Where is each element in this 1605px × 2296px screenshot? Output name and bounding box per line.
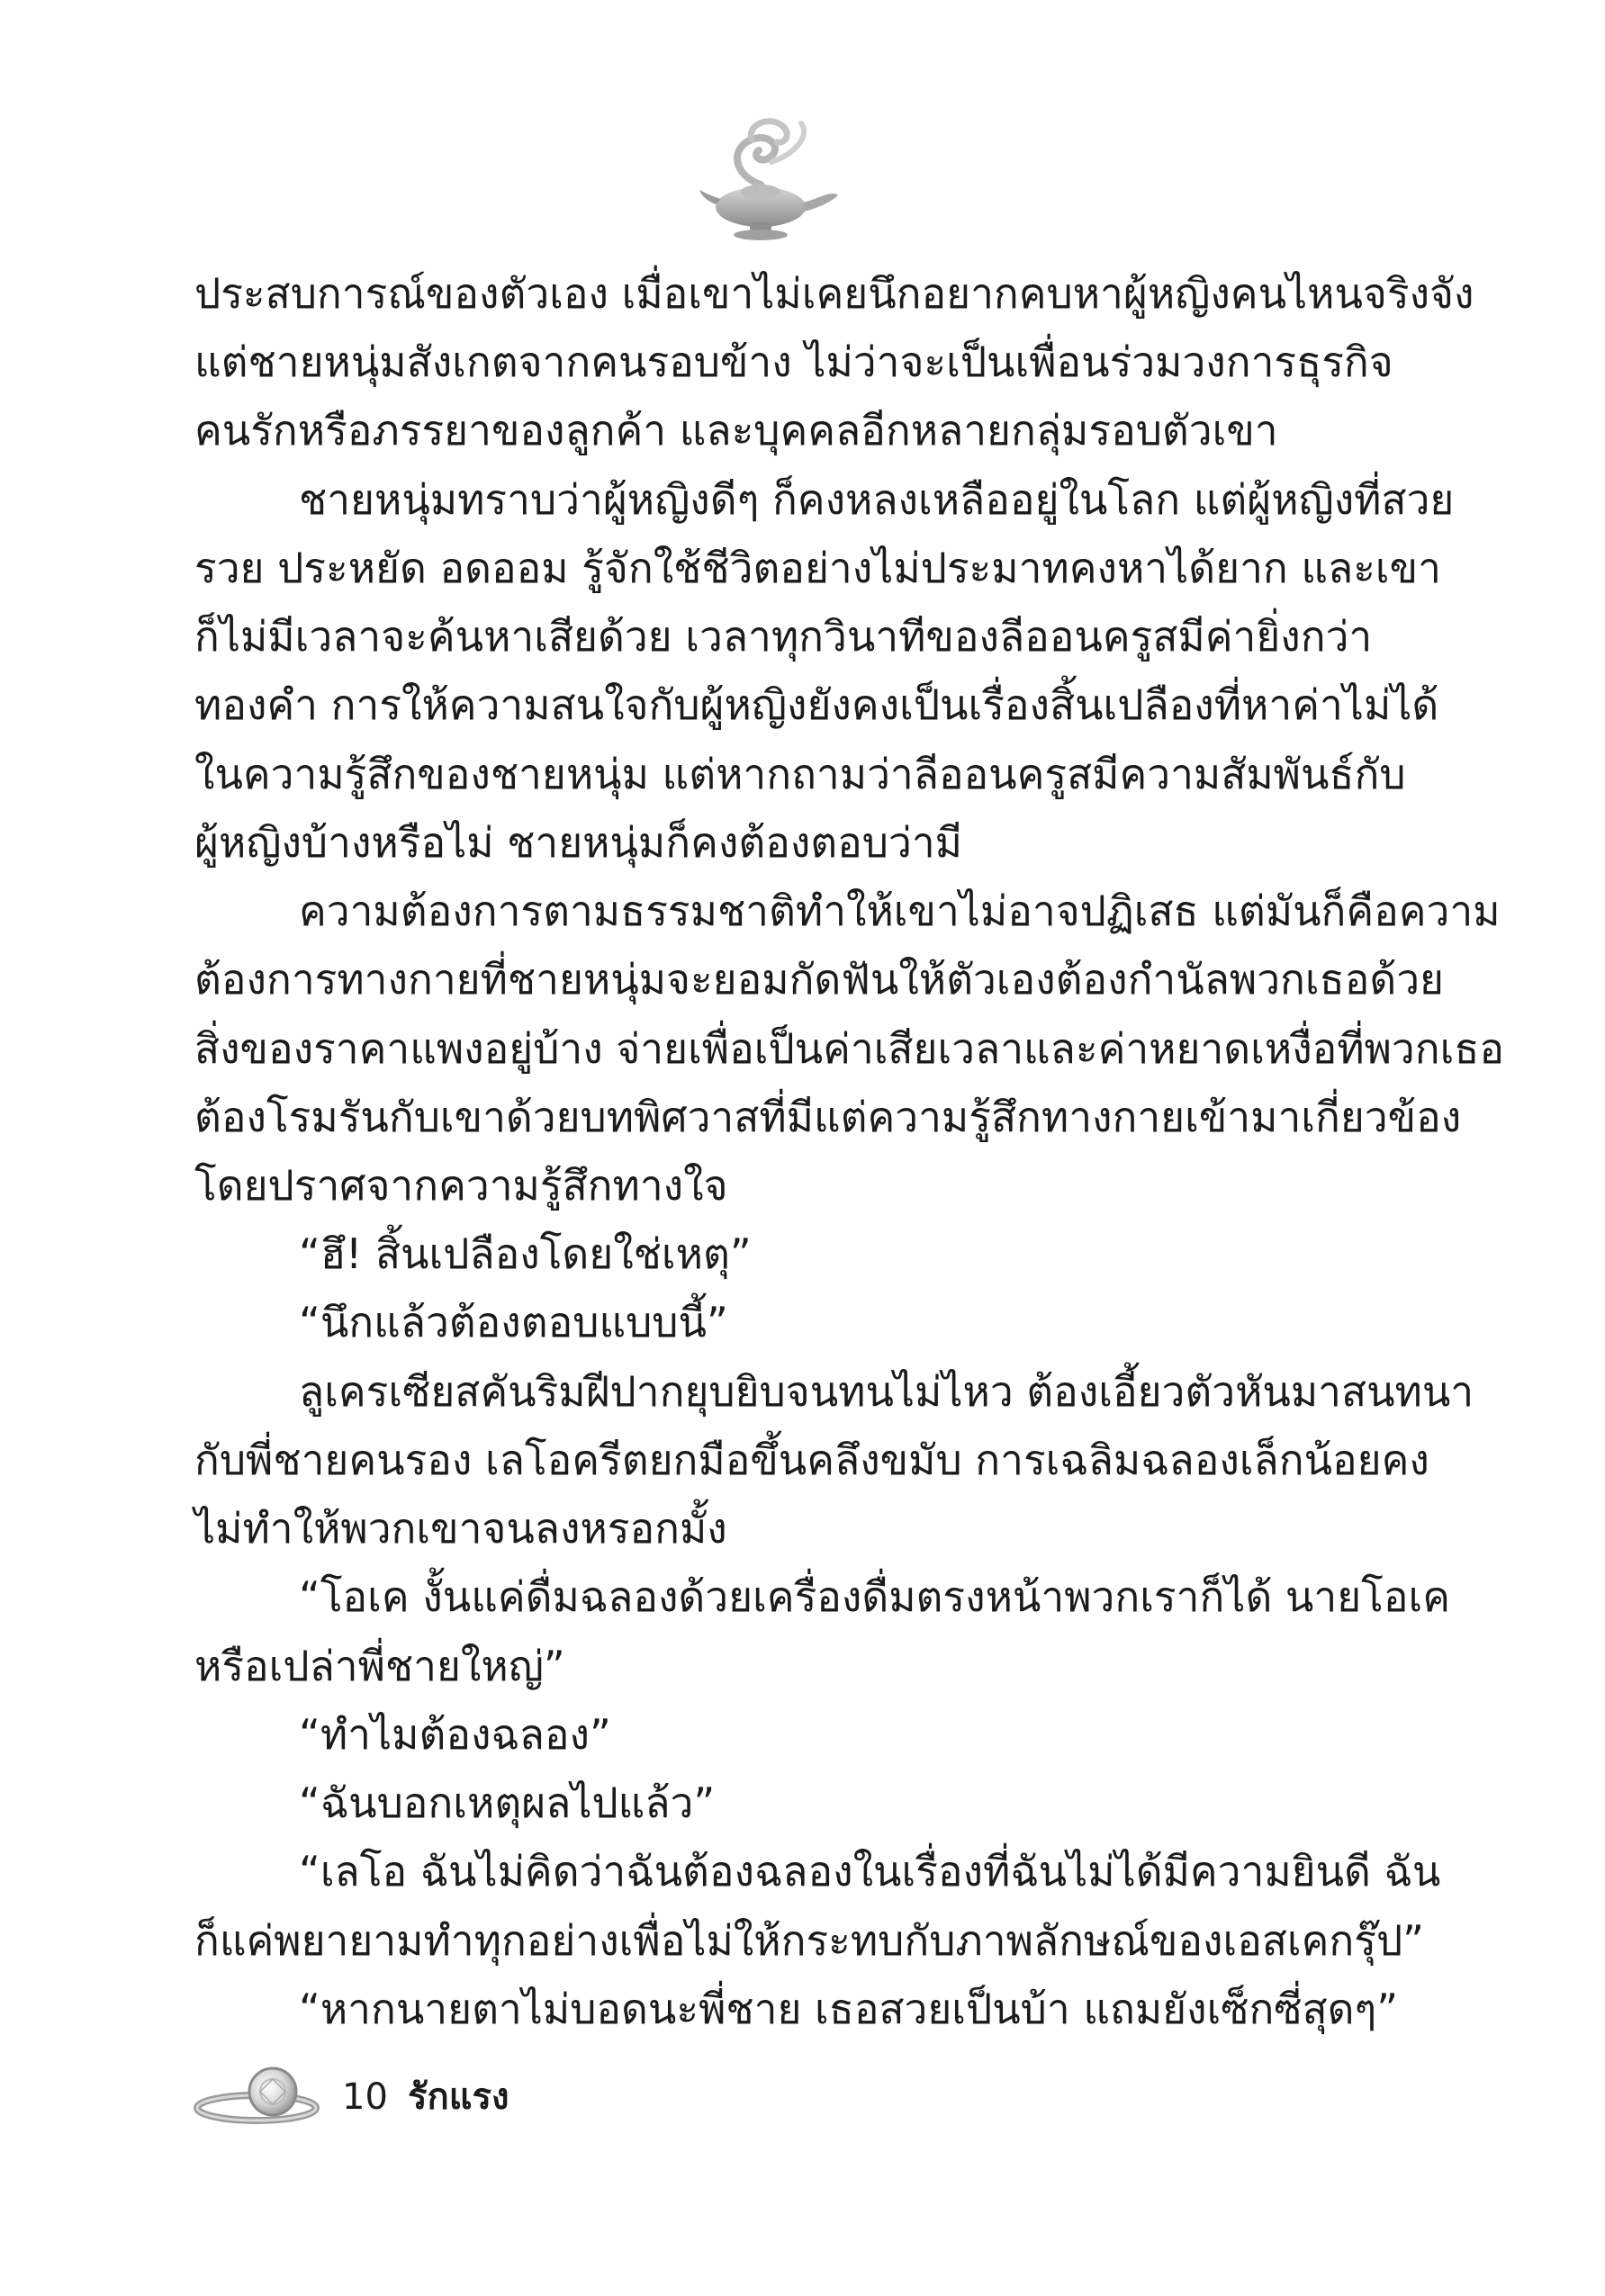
dialogue-line: “โอเค งั้นแค่ดื่มฉลองด้วยเครื่องดื่มตรงหน้าพวกเราก็ได้ นายโอเค — [299, 1572, 1450, 1622]
dialogue-line: “ฉันบอกเหตุผลไปแล้ว” — [299, 1778, 716, 1828]
page-footer — [194, 2061, 734, 2142]
text-line: สิ่งของราคาแพงอยู่บ้าง จ่ายเพื่อเป็นค่าเสียเวลาและค่าหยาดเหงื่อที่พวกเธอ — [194, 1023, 1505, 1073]
page-number: 10 — [342, 2076, 388, 2118]
text-line: คนรักหรือภรรยาของลูกค้า และบุคคลอีกหลายกลุ่มรอบตัวเขา — [194, 406, 1278, 455]
dialogue-line: “นึกแล้วต้องตอบแบบนี้” — [299, 1298, 728, 1347]
dialogue-line: หรือเปล่าพี่ชายใหญ่” — [194, 1641, 565, 1690]
text-line: ลูเครเซียสคันริมฝีปากยุบยิบจนทนไม่ไหว ต้องเอี้ยวตัวหันมาสนทนา — [299, 1366, 1474, 1416]
dialogue-line: “เลโอ ฉันไม่คิดว่าฉันต้องฉลองในเรื่องที่ฉันไม่ได้มีความยินดี ฉัน — [299, 1847, 1441, 1896]
text-line: รวย ประหยัด อดออม รู้จักใช้ชีวิตอย่างไม่ประมาทคงหาได้ยาก และเขา — [194, 543, 1441, 592]
text-line: ทองคำ การให้ความสนใจกับผู้หญิงยังคงเป็นเรื่องสิ้นเปลืองที่หาค่าไม่ได้ — [194, 680, 1439, 730]
dialogue-line: ก็แค่พยายามทำทุกอย่างเพื่อไม่ให้กระทบกับภาพลักษณ์ของเอสเคกรุ๊ป” — [194, 1915, 1424, 1965]
text-line: ประสบการณ์ของตัวเอง เมื่อเขาไม่เคยนึกอยากคบหาผู้หญิงคนไหนจริงจัง — [194, 269, 1474, 318]
text-line: ต้องการทางกายที่ชายหนุ่มจะยอมกัดฟันให้ตัวเองต้องกำนัลพวกเธอด้วย — [194, 955, 1444, 1004]
dialogue-line: “ฮึ! สิ้นเปลืองโดยใช่เหตุ” — [299, 1229, 752, 1279]
genie-lamp-icon — [698, 113, 842, 248]
text-line: ต้องโรมรันกับเขาด้วยบทพิศวาสที่มีแต่ความรู้สึกทางกายเข้ามาเกี่ยวข้อง — [194, 1092, 1462, 1141]
diamond-ring-icon — [194, 2061, 329, 2133]
text-line: ความต้องการตามธรรมชาติทำให้เขาไม่อาจปฏิเสธ แต่มันก็คือความ — [299, 887, 1501, 936]
text-line: ก็ไม่มีเวลาจะค้นหาเสียด้วย เวลาทุกวินาทีของลีออนครูสมีค่ายิ่งกว่า — [194, 612, 1373, 662]
text-line: ผู้หญิงบ้างหรือไม่ ชายหนุ่มก็คงต้องตอบว่ามี — [194, 817, 962, 867]
text-line: แต่ชายหนุ่มสังเกตจากคนรอบข้าง ไม่ว่าจะเป็นเพื่อนร่วมวงการธุรกิจ — [194, 338, 1393, 387]
text-line: โดยปราศจากความรู้สึกทางใจ — [194, 1161, 728, 1210]
dialogue-line: “หากนายตาไม่บอดนะพี่ชาย เธอสวยเป็นบ้า แถมยังเซ็กซี่สุดๆ” — [299, 1984, 1399, 2033]
text-line: ในความรู้สึกของชายหนุ่ม แต่หากถามว่าลีออนครูสมีความสัมพันธ์กับ — [194, 749, 1406, 798]
text-line: กับพี่ชายคนรอง เลโอครีตยกมือขึ้นคลึงขมับ การเฉลิมฉลองเล็กน้อยคง — [194, 1435, 1429, 1484]
text-line: ไม่ทำให้พวกเขาจนลงหรอกมั้ง — [194, 1504, 727, 1553]
book-title: รักแรง — [408, 2076, 509, 2118]
text-line: ชายหนุ่มทราบว่าผู้หญิงดีๆ ก็คงหลงเหลืออยู่ในโลก แต่ผู้หญิงที่สวย — [299, 474, 1455, 524]
body-text — [194, 259, 1505, 2059]
dialogue-line: “ทำไมต้องฉลอง” — [299, 1709, 611, 1759]
